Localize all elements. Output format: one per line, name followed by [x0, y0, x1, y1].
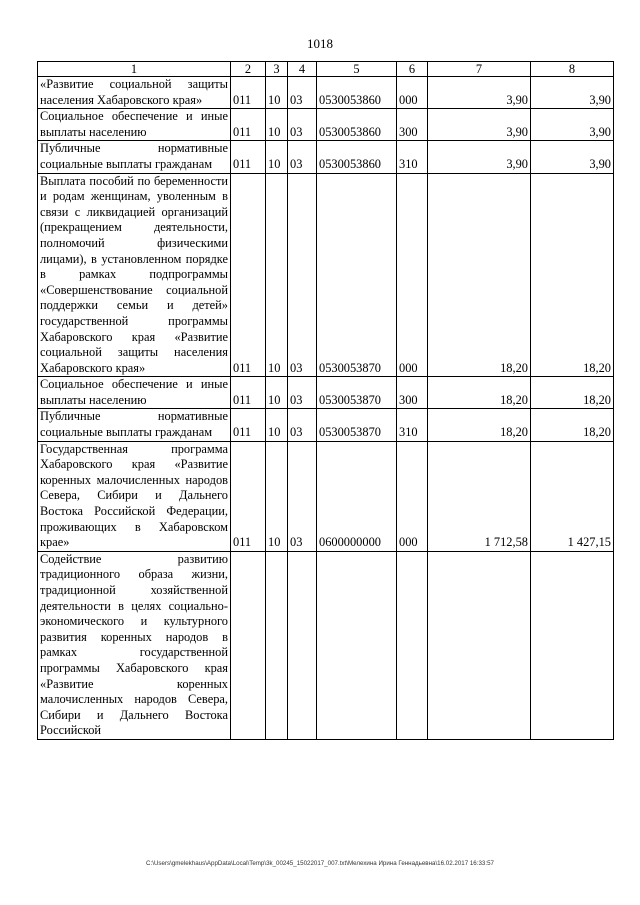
row-description: Социальное обеспечение и иные выплаты населению — [38, 377, 231, 409]
row-description: Публичные нормативные социальные выплаты гражданам — [38, 141, 231, 173]
table-row — [38, 109, 614, 141]
amount-col-7: 3,90 — [428, 141, 531, 173]
subsection-code: 03 — [288, 109, 317, 141]
amount-col-8: 18,20 — [531, 409, 614, 441]
expense-type-code: 000 — [397, 173, 428, 377]
expense-type-code — [397, 551, 428, 739]
row-description: Государственная программа Хабаровского края «Развитие коренных малочисленных народов Севера, Сибири и Дальнего Востока Российской Федерации, проживающих в Хабаровском крае» — [38, 441, 231, 551]
subsection-code: 03 — [288, 409, 317, 441]
ministry-code: 011 — [231, 377, 266, 409]
section-code: 10 — [266, 409, 288, 441]
subsection-code: 03 — [288, 141, 317, 173]
subsection-code: 03 — [288, 441, 317, 551]
amount-col-7: 3,90 — [428, 109, 531, 141]
amount-col-8: 1 427,15 — [531, 441, 614, 551]
expense-type-code: 000 — [397, 77, 428, 109]
file-path-footer: C:\Users\gmelekhaus\AppData\Local\Temp\3k_00245_15022017_007.txt\Мелехина Ирина Геннадьевна\16.02.2017 16:33:57 — [146, 860, 494, 867]
column-header: 1 — [38, 62, 231, 77]
section-code: 10 — [266, 441, 288, 551]
amount-col-8: 18,20 — [531, 377, 614, 409]
subsection-code: 03 — [288, 377, 317, 409]
target-article-code — [317, 551, 397, 739]
section-code — [266, 551, 288, 739]
column-header: 7 — [428, 62, 531, 77]
amount-col-8 — [531, 551, 614, 739]
amount-col-7: 18,20 — [428, 173, 531, 377]
row-description: Содействие развитию традиционного образа жизни, традиционной хозяйственной деятельности в целях социально-экономического и культурного развития коренных народов в рамках государственной программы Хабаровского края «Развитие коренных малочисленных народов Севера, Сибири и Дальнего Востока Российской — [38, 551, 231, 739]
table-row — [38, 173, 614, 377]
amount-col-7: 18,20 — [428, 409, 531, 441]
column-header: 5 — [317, 62, 397, 77]
section-code: 10 — [266, 109, 288, 141]
amount-col-8: 3,90 — [531, 141, 614, 173]
target-article-code: 0530053860 — [317, 77, 397, 109]
table-header-row — [38, 62, 614, 77]
section-code: 10 — [266, 77, 288, 109]
amount-col-7: 3,90 — [428, 77, 531, 109]
column-header: 4 — [288, 62, 317, 77]
column-header: 6 — [397, 62, 428, 77]
column-header: 3 — [266, 62, 288, 77]
amount-col-7: 18,20 — [428, 377, 531, 409]
expense-type-code: 000 — [397, 441, 428, 551]
ministry-code: 011 — [231, 109, 266, 141]
row-description: Социальное обеспечение и иные выплаты населению — [38, 109, 231, 141]
table-row — [38, 441, 614, 551]
target-article-code: 0530053860 — [317, 141, 397, 173]
row-description: «Развитие социальной защиты населения Хабаровского края» — [38, 77, 231, 109]
column-header: 2 — [231, 62, 266, 77]
page-number: 1018 — [307, 36, 333, 51]
ministry-code: 011 — [231, 173, 266, 377]
ministry-code: 011 — [231, 409, 266, 441]
target-article-code: 0600000000 — [317, 441, 397, 551]
ministry-code: 011 — [231, 141, 266, 173]
section-code: 10 — [266, 141, 288, 173]
table-row — [38, 141, 614, 173]
target-article-code: 0530053870 — [317, 409, 397, 441]
section-code: 10 — [266, 173, 288, 377]
table-row — [38, 77, 614, 109]
ministry-code: 011 — [231, 441, 266, 551]
amount-col-7: 1 712,58 — [428, 441, 531, 551]
table-row — [38, 377, 614, 409]
amount-col-8: 3,90 — [531, 77, 614, 109]
target-article-code: 0530053870 — [317, 173, 397, 377]
section-code: 10 — [266, 377, 288, 409]
row-description: Выплата пособий по беременности и родам женщинам, уволенным в связи с ликвидацией организаций (прекращением деятельности, полномочий физическими лицами), в установленном порядке в рамках подпрограммы «Совершенствование социальной поддержки семьи и детей» государственной программы Хабаровского края «Развитие социальной защиты населения Хабаровского края» — [38, 173, 231, 377]
expense-type-code: 300 — [397, 109, 428, 141]
table-row — [38, 409, 614, 441]
column-header: 8 — [531, 62, 614, 77]
amount-col-8: 3,90 — [531, 109, 614, 141]
target-article-code: 0530053870 — [317, 377, 397, 409]
budget-table — [37, 61, 614, 740]
expense-type-code: 310 — [397, 409, 428, 441]
row-description: Публичные нормативные социальные выплаты гражданам — [38, 409, 231, 441]
subsection-code: 03 — [288, 173, 317, 377]
expense-type-code: 310 — [397, 141, 428, 173]
ministry-code — [231, 551, 266, 739]
ministry-code: 011 — [231, 77, 266, 109]
target-article-code: 0530053860 — [317, 109, 397, 141]
table-row — [38, 551, 614, 739]
subsection-code: 03 — [288, 77, 317, 109]
expense-type-code: 300 — [397, 377, 428, 409]
subsection-code — [288, 551, 317, 739]
amount-col-8: 18,20 — [531, 173, 614, 377]
amount-col-7 — [428, 551, 531, 739]
